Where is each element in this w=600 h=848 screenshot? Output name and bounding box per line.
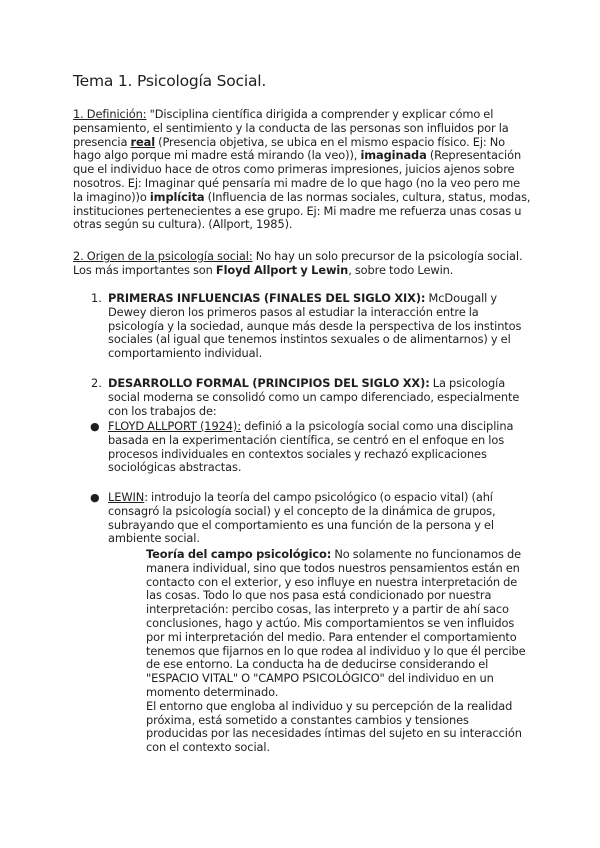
influences-heading: PRIMERAS INFLUENCIAS (FINALES DEL SIGLO XIX): [108,291,426,305]
definition-text-a: "Disciplina científica dirigida a comprender y explicar cómo el pensamiento, el sentimiento y la conducta de las personas son influidos por la presencia [73,107,509,149]
list-number-2: 2. [91,376,102,390]
allport-name: FLOYD ALLPORT (1924): [108,419,241,433]
definition-text-b: (Presencia objetiva, se ubica en el mismo espacio físico. Ej: No hago algo porque mi madre está mirando (la veo)), [73,134,506,163]
definition-paragraph [73,108,533,232]
origin-heading: 2. Origen de la psicología social: [73,249,253,263]
definition-text-d: (Influencia de las normas sociales, cultura, status, modas, instituciones pertenecientes a ese grupo. Ej: Mi madre me refuerza unas cosas u otras según su cultura). (Allport, 1985). [73,189,531,232]
term-real: real [130,134,156,149]
environment-text: El entorno que engloba al individuo y su percepción de la realidad próxima, está sometido a constantes cambios y tensiones producidas por las necesidades íntimas del sujeto en su interacción con el contexto social. [146,698,522,755]
term-implicita: implícita [149,189,205,204]
definition-heading: 1. Definición: [73,107,147,121]
list-item-influences [108,292,528,361]
field-theory-paragraph [146,548,532,755]
page-title: Tema 1. Psicología Social. [73,72,267,90]
definition-text-c: (Representación que el individuo hace de otros como primeras impresiones, juicios ajenos sobre nosotros. Ej: Imaginar qué pensaría mi madre de lo que hago (no la veo pero me la imagino))o [73,148,522,204]
term-imaginada: imaginada [360,148,427,163]
bullet-icon: ● [90,491,100,504]
influences-text: McDougall y Dewey dieron los primeros pasos al estudiar la interacción entre la psicología y la sociedad, aunque más desde la perspectiva de los instintos sociales (al igual que tenemos instintos sexuales o de alimentarnos) y el comportamiento individual. [108,291,522,361]
development-heading: DESARROLLO FORMAL (PRINCIPIOS DEL SIGLO XX): [108,376,430,390]
origin-text-a: No hay un solo precursor de la psicología social. Los más importantes son [73,249,523,277]
origin-text-b: , sobre todo Lewin. [348,262,454,277]
field-theory-heading: Teoría del campo psicológico: [146,547,332,561]
lewin-text: : introdujo la teoría del campo psicológico (o espacio vital) (ahí consagró la psicología social) y el concepto de la dinámica de grupos, subrayando que el comportamiento es una función de la persona y el ambiente social. [108,490,496,546]
bullet-icon: ● [90,420,100,433]
lewin-name: LEWIN [108,490,145,504]
origin-paragraph [73,250,533,278]
allport-text: definió a la psicología social como una disciplina basada en la experimentación científica, se centró en el enfoque en los procesos individuales en contextos sociales y rechazó explicaciones sociológicas abstractas. [108,419,514,475]
development-text: La psicología social moderna se consolidó como un campo diferenciado, especialmente con los trabajos de: [108,376,520,418]
list-item-lewin [108,491,528,546]
list-item-development [108,377,528,418]
field-theory-text: No solamente no funcionamos de manera individual, sino que todos nuestros pensamientos están en contacto con el exterior, y eso influye en nuestra interpretación de las cosas. Todo lo que nos pasa está condicionado por nuestra interpretación: percibo cosas, las interpreto y a partir de ahí saco conclusiones, hago y actúo. Mis comportamientos se ven influidos por mi interpretación del medio. Para entender el comportamiento tenemos que fijarnos en lo que rodea al individuo y lo que él percibe de ese entorno. La conducta ha de deducirse considerando el "ESPACIO VITAL" O "CAMPO PSICOLÓGICO" del individuo en un momento determinado. [146,547,526,699]
origin-names: Floyd Allport y Lewin [215,262,349,277]
list-number-1: 1. [91,291,102,305]
list-item-allport [108,420,528,475]
